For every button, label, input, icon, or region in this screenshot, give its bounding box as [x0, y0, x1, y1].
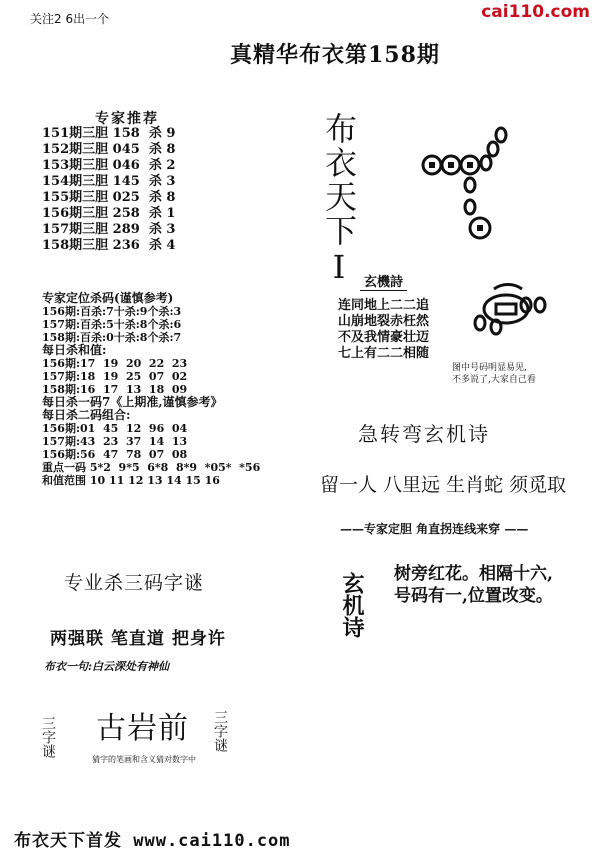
page-title: 真精华布衣第158期 — [230, 42, 440, 68]
daily-sum-row: 157期:18 19 25 07 02 — [42, 370, 188, 383]
riddle-text — [394, 563, 553, 607]
poem-line: 连同地上二二追 — [338, 298, 430, 313]
recommend-row: 156期三胆 258 杀 1 — [42, 206, 176, 221]
recommend-row: 153期三胆 046 杀 2 — [42, 158, 176, 173]
riddle-hint: 猜字的笔画和含义猜对数字中 — [92, 755, 196, 764]
sanzimi-right: 三字谜 — [212, 710, 228, 752]
poem-line: 不及我情豪壮迈 — [338, 330, 430, 345]
recommend-row: 154期三胆 145 杀 3 — [42, 174, 176, 189]
liangqiang-line: 两强联 笔直道 把身许 — [50, 629, 226, 649]
expert-line: ——专家定胆 角直拐连线来穿 —— — [340, 522, 529, 536]
note-line: 不多说了,大家自己看 — [452, 375, 536, 385]
recommend-list — [42, 126, 175, 254]
coin-diagram-1 — [420, 125, 530, 245]
sum-range: 和值范围 10 11 12 13 14 15 16 — [42, 474, 220, 487]
xuanji-poem — [338, 298, 429, 362]
key-one-code: 重点一码 5*2 9*5 6*8 8*9 *05* *56 — [42, 461, 261, 474]
poem-line: 山崩地裂赤枉然 — [338, 314, 430, 329]
sanzimi-left: 三字谜 — [40, 716, 56, 758]
buyi-vertical-title: 布衣天下I — [320, 112, 358, 288]
footer-banner[interactable]: 布衣天下首发 www.cai110.com — [14, 831, 291, 851]
recommend-row: 157期三胆 289 杀 3 — [42, 222, 176, 237]
xuanji-vertical: 玄机诗 — [339, 572, 365, 638]
note-line: 图中号码明显易见, — [452, 363, 527, 373]
position-kill-title: 专家定位杀码(谨慎参考) — [42, 291, 174, 305]
daily-one-title: 每日杀一码7《上期准,谨慎参考》 — [42, 395, 223, 409]
riddle-line: 号码有一,位置改变。 — [394, 586, 553, 606]
jizhuan-title: 急转弯玄机诗 — [358, 422, 490, 446]
daily-two-title: 每日杀二码组合: — [42, 408, 131, 422]
site-logo[interactable]: cai110.com — [481, 2, 590, 22]
poem-line: 七上有二二相随 — [338, 346, 430, 361]
liuyi-line: 留一人 八里远 生肖蛇 须觅取 — [320, 474, 567, 496]
zhuanye-title: 专业杀三码字谜 — [64, 572, 205, 594]
recommend-title: 专家推荐 — [95, 111, 159, 127]
image-note — [452, 362, 536, 386]
position-kill-section — [42, 292, 260, 487]
position-kill-row: 157期:百杀:5十杀:8个杀:6 — [42, 318, 182, 331]
daily-two-row: 156期:56 47 78 07 08 — [42, 448, 188, 461]
position-kill-row: 158期:百杀:0十杀:8个杀:7 — [42, 331, 182, 344]
daily-sum-row: 156期:17 19 20 22 23 — [42, 357, 188, 370]
position-kill-row: 156期:百杀:7十杀:9个杀:3 — [42, 305, 182, 318]
daily-sum-row: 158期:16 17 13 18 09 — [42, 383, 188, 396]
recommend-row: 152期三胆 045 杀 8 — [42, 142, 176, 157]
recommend-row: 155期三胆 025 杀 8 — [42, 190, 176, 205]
xuanji-title: 玄機詩 — [360, 271, 407, 291]
riddle-word: 古岩前 — [96, 711, 189, 746]
daily-two-row: 157期:43 23 37 14 13 — [42, 435, 188, 448]
coin-diagram-2 — [468, 283, 563, 333]
recommend-row: 158期三胆 236 杀 4 — [42, 238, 176, 253]
daily-two-row: 156期:01 45 12 96 04 — [42, 422, 188, 435]
follow-text: 关注2 6出一个 — [30, 12, 110, 26]
recommend-row: 151期三胆 158 杀 9 — [42, 126, 176, 141]
buyi-sentence: 布衣一句:白云深处有神仙 — [44, 660, 170, 673]
riddle-line: 树旁红花。相隔十六, — [394, 564, 553, 584]
daily-sum-title: 每日杀和值: — [42, 343, 107, 357]
